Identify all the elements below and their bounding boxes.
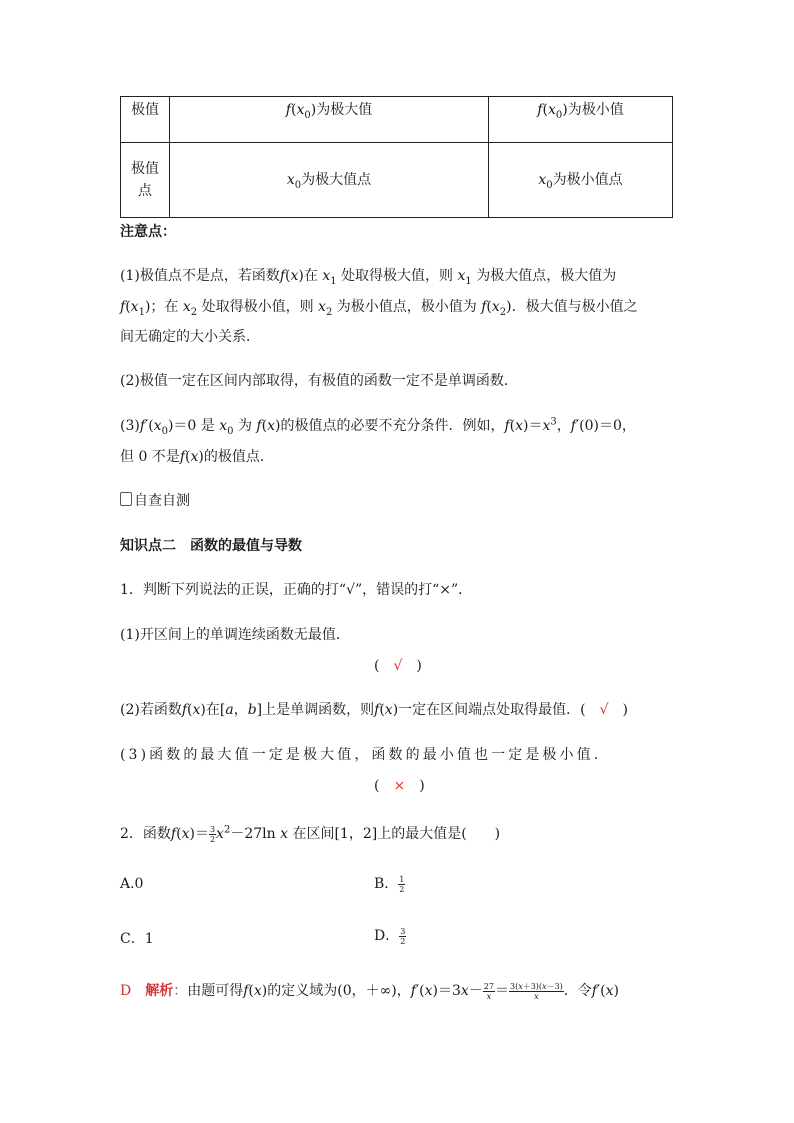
q1-stem: 1．判断下列说法的正误，正确的打“√”，错误的打“×”． <box>120 582 473 598</box>
q2-option-a: A.0 <box>120 876 144 892</box>
answer-mark: × <box>393 778 406 794</box>
extremum-table <box>120 96 673 218</box>
table-cell: $f(x_0)$为极小值 <box>489 97 673 143</box>
q2-option-d: D． $\frac{3}{2}$ <box>374 926 406 946</box>
table-row <box>121 143 673 218</box>
q2-option-c: C．1 <box>120 931 154 947</box>
table-cell: $x_0$为极小值点 <box>489 143 673 218</box>
table-row <box>121 97 673 143</box>
bullet-icon <box>120 492 132 506</box>
table-cell: $x_0$为极大值点 <box>170 143 489 218</box>
q1-statement-1: (1)开区间上的单调连续函数无最值． <box>120 627 350 643</box>
notes-title: 注意点： <box>120 224 176 240</box>
solution-label: 解析 <box>145 983 174 999</box>
q1-answer-1: ( √ ) <box>374 658 422 674</box>
q2-stem: 2．函数f(x)＝ $\frac{3}{2}$ $x^2-27\ln$ x 在区间[1，2]上的最大值是( ) <box>120 824 501 844</box>
note-paragraph-3: $(3)f'(x_0)=0$ 是 $x_0$ 为 f(x)的极值点的必要不充分条件．例如，$f(x)=x^3$，f′(0)＝0， <box>120 416 636 437</box>
table-cell: 极值 点 <box>121 143 170 218</box>
table-cell: 极值 <box>121 97 170 143</box>
q2-option-b: B． $\frac{1}{2}$ <box>374 874 405 894</box>
table-cell: $f(x_0)$为极大值 <box>170 97 489 143</box>
answer-mark: √ <box>599 702 609 718</box>
answer-mark: √ <box>393 658 403 674</box>
q1-statement-3: (3)函数的最大值一定是极大值，函数的最小值也一定是极小值． <box>120 747 611 763</box>
note-paragraph-1-line2: $f(x_1)$；在 $x_2$ 处取得极小值，则 $x_2$ 为极小值点，极小值为 $f(x_2)$．极大值与极小值之 <box>120 299 638 318</box>
solution-line: D 解析：由题可得f(x)的定义域为(0，＋∞)，f′(x)＝3x－ $\frac{27}{x}$ ＝ $\frac{3(x+3)(x-3)}{x}$ ．令f′(x) <box>120 981 619 1001</box>
note-paragraph-1-line3: 间无确定的大小关系． <box>120 329 260 345</box>
q1-statement-2: (2)若函数f(x)在[a，b]上是单调函数，则f(x)一定在区间端点处取得最值．( √ ) <box>120 702 629 718</box>
section-title: 知识点二 函数的最值与导数 <box>120 538 302 554</box>
solution-answer: D <box>120 983 132 999</box>
note-paragraph-1: (1)极值点不是点，若函数f(x)在 $x_1$ 处取得极大值，则 $x_1$ 为极大值点，极大值为 <box>120 268 617 287</box>
q1-answer-3: ( × ) <box>374 778 425 794</box>
self-check-heading: 自查自测 <box>120 490 190 510</box>
note-paragraph-3-line2: 但 0 不是f(x)的极值点． <box>120 449 274 465</box>
note-paragraph-2: (2)极值一定在区间内部取得，有极值的函数一定不是单调函数． <box>120 373 518 389</box>
